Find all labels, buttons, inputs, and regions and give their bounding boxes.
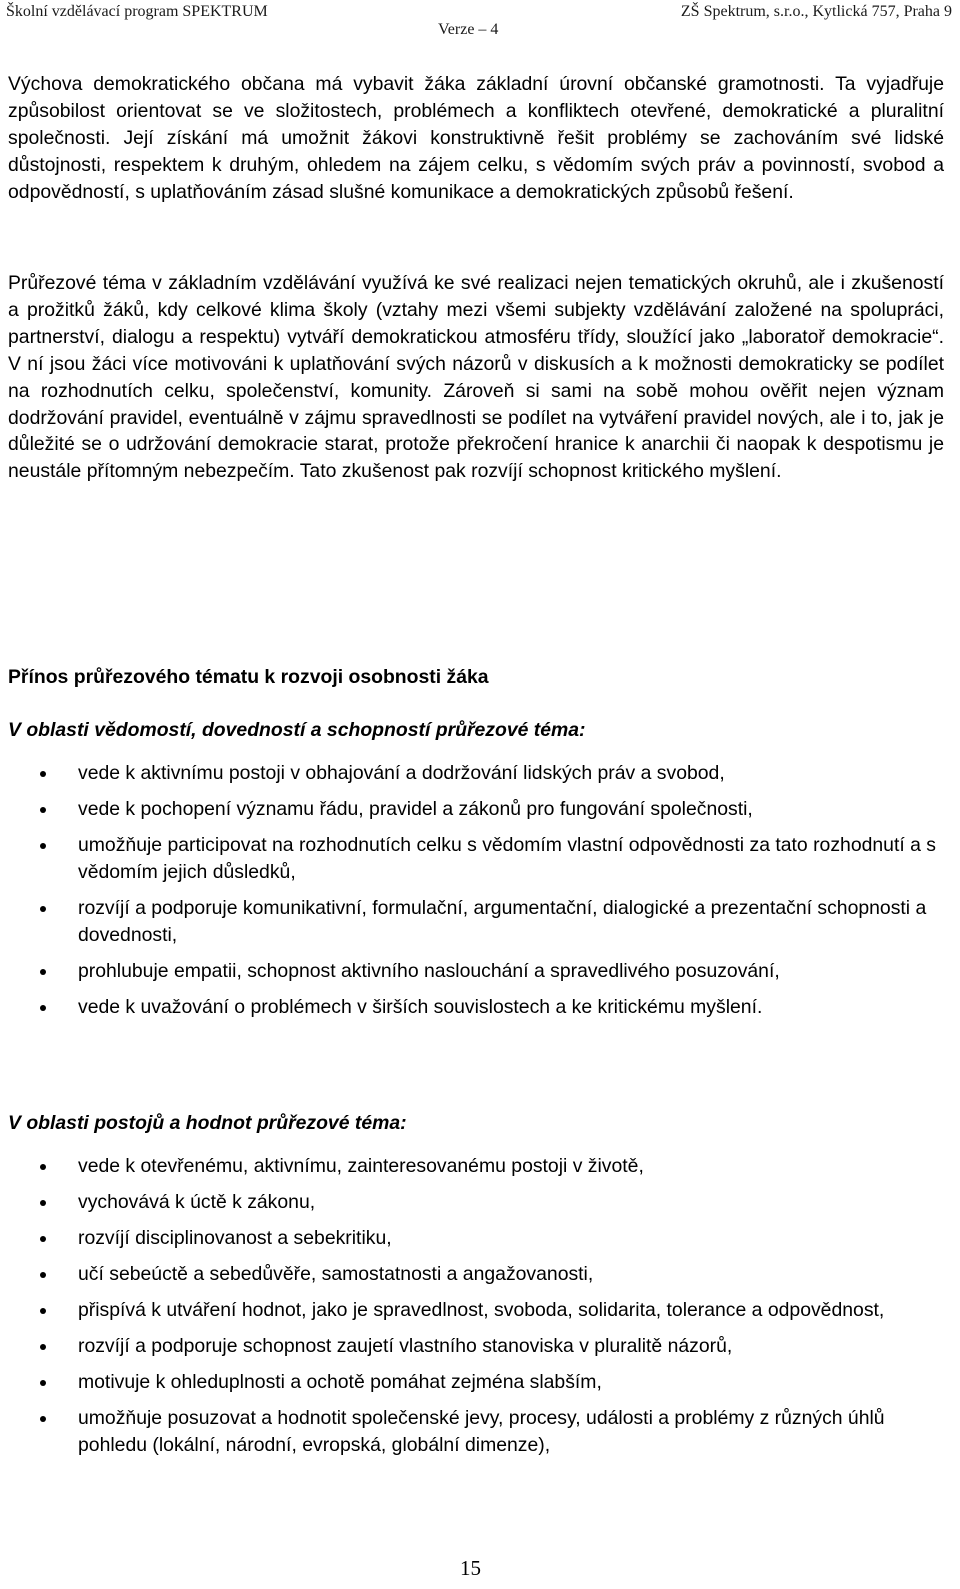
list-item-text: učí sebeúctě a sebedůvěře, samostatnosti a angažovanosti,	[78, 1263, 594, 1285]
list-item	[0, 895, 944, 949]
list-item-text: prohlubuje empatii, schopnost aktivního naslouchání a spravedlivého posuzování,	[78, 960, 780, 982]
list-item-text: vede k pochopení významu řádu, pravidel a zákonů pro fungování společnosti,	[78, 798, 753, 820]
bullet-icon	[40, 1416, 46, 1422]
list-item	[0, 1333, 944, 1360]
bullet-icon	[40, 1236, 46, 1242]
list-item-text: rozvíjí a podporuje komunikativní, formulační, argumentační, dialogické a prezentační schopnosti a dovednosti,	[78, 897, 927, 946]
list-item	[0, 1297, 944, 1324]
bullet-icon	[40, 1344, 46, 1350]
page-number: 15	[460, 1556, 481, 1580]
list-item	[0, 1153, 944, 1180]
list-item	[0, 832, 944, 886]
subsection-heading-knowledge: V oblasti vědomostí, dovedností a schopností průřezové téma:	[8, 719, 586, 741]
header-school-address: ZŠ Spektrum, s.r.o., Kytlická 757, Praha 9	[680, 3, 952, 20]
list-item	[0, 796, 944, 823]
list-item-text: umožňuje participovat na rozhodnutích celku s vědomím vlastní odpovědnosti za tato rozhodnutí a s vědomím jejich důsledků,	[78, 834, 936, 883]
header-version: Verze – 4	[438, 21, 499, 38]
list-item	[0, 1405, 944, 1459]
list-item	[0, 1369, 944, 1396]
list-item-text: motivuje k ohleduplnosti a ochotě pomáhat zejména slabším,	[78, 1371, 602, 1393]
bullet-icon	[40, 843, 46, 849]
bullet-icon	[40, 1380, 46, 1386]
bullet-icon	[40, 1005, 46, 1011]
subsection-heading-attitudes: V oblasti postojů a hodnot průřezové téma:	[8, 1112, 407, 1134]
paragraph-intro: Výchova demokratického občana má vybavit žáka základní úrovní občanské gramotnosti. Ta vyjadřuje způsobilost orientovat se ve složitostech, problémech a konfliktech otevřené, demokratické a pluralitní společnosti. Její získání má umožnit žákovi konstruktivně řešit problémy se zachováním své lidské důstojnosti, respektem k druhým, ohledem na zájem celku, s vědomím svých práv a povinností, svobod a odpovědností, s uplatňováním zásad slušné komunikace a demokratických způsobů řešení.	[8, 73, 944, 203]
list-item-text: přispívá k utváření hodnot, jako je spravedlnost, svoboda, solidarita, tolerance a odpovědnost,	[78, 1299, 885, 1321]
list-item	[0, 1261, 944, 1288]
list-item-text: umožňuje posuzovat a hodnotit společenské jevy, procesy, události a problémy z různých úhlů pohledu (lokální, národní, evropská, globální dimenze),	[78, 1407, 885, 1456]
section-heading: Přínos průřezového tématu k rozvoji osobnosti žáka	[8, 666, 489, 688]
list-item	[0, 1225, 944, 1252]
list-item-text: vychovává k úctě k zákonu,	[78, 1191, 316, 1213]
list-item-text: vede k otevřenému, aktivnímu, zainteresovanému postoji v životě,	[78, 1155, 644, 1177]
bullet-icon	[40, 969, 46, 975]
bullet-icon	[40, 807, 46, 813]
list-item-text: vede k uvažování o problémech v širších souvislostech a ke kritickému myšlení.	[78, 996, 763, 1018]
list-item-text: vede k aktivnímu postoji v obhajování a dodržování lidských práv a svobod,	[78, 762, 725, 784]
bullet-icon	[40, 906, 46, 912]
bullet-icon	[40, 1164, 46, 1170]
header-program-name: Školní vzdělávací program SPEKTRUM	[6, 3, 268, 20]
list-item-text: rozvíjí disciplinovanost a sebekritiku,	[78, 1227, 392, 1249]
paragraph-cross-curricular: Průřezové téma v základním vzdělávání využívá ke své realizaci nejen tematických okruhů, ale i zkušeností a prožitků žáků, kdy celkové klima školy (vztahy mezi všemi subjekty vzdělávání založené na spolupráci, partnerství, dialogu a respektu) vytváří demokratickou atmosféru třídy, sloužící jako „laboratoř demokracie“. V ní jsou žáci více motivováni k uplatňování svých názorů v diskusích a k možnosti demokraticky se podílet na rozhodnutích celku, společenství, komunity. Zároveň si sami na sobě mohou ověřit nejen význam dodržování pravidel, eventuálně v zájmu spravedlnosti se podílet na vytváření pravidel nových, ale i to, jak je důležité se o udržování demokracie starat, protože překročení hranice k anarchii či naopak k despotismu je neustále přítomným nebezpečím. Tato zkušenost pak rozvíjí schopnost kritického myšlení.	[8, 272, 944, 483]
list-item	[0, 994, 944, 1021]
bullet-list-knowledge	[0, 760, 944, 1030]
bullet-icon	[40, 1272, 46, 1278]
bullet-icon	[40, 771, 46, 777]
bullet-icon	[40, 1308, 46, 1314]
list-item	[0, 958, 944, 985]
list-item	[0, 760, 944, 787]
bullet-list-attitudes	[0, 1153, 944, 1468]
list-item	[0, 1189, 944, 1216]
list-item-text: rozvíjí a podporuje schopnost zaujetí vlastního stanoviska v pluralitě názorů,	[78, 1335, 733, 1357]
bullet-icon	[40, 1200, 46, 1206]
